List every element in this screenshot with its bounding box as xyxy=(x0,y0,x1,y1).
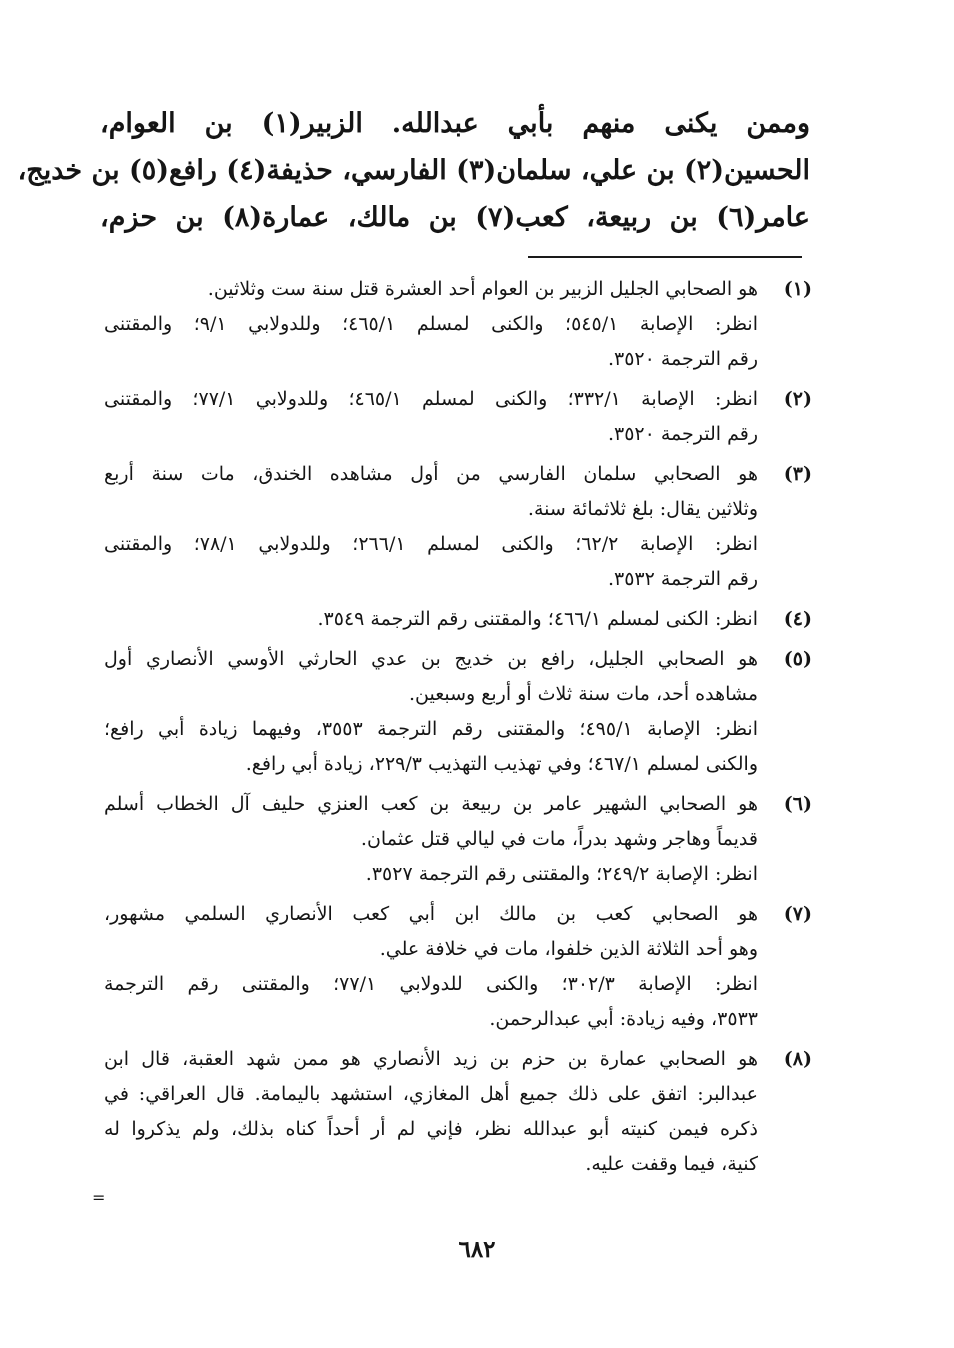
footnote-line: عبدالبر: اتفق على ذلك جميع أهل المغازي، استشهد باليمامة. قال العراقي: في xyxy=(104,1083,758,1105)
footnote-number: (٨) xyxy=(783,1048,812,1070)
footnote-number: (٦) xyxy=(783,793,812,815)
main-text-line: الحسين(٢) بن علي، سلمان(٣) الفارسي، حذيفة(٤) رافع(٥) بن خديج، xyxy=(17,155,810,186)
footnote-line: انظر: الإصابة ٣٠٢/٣؛ والكنى للدولابي ٧٧/١؛ والمقتنى رقم الترجمة xyxy=(104,973,758,995)
footnote-line: رقم الترجمة ٣٥٢٠. xyxy=(607,348,758,370)
footnote xyxy=(104,272,812,377)
footnote-line: انظر: الإصابة ٤٩٥/١؛ والمقتنى رقم الترجمة ٣٥٥٣، وفيهما زيادة أبي رافع؛ xyxy=(104,718,758,740)
main-text-line: وممن يكنى منهم بأبي عبدالله. الزبير(١) بن العوام، xyxy=(100,108,810,139)
footnote-line: هو الصحابي كعب بن مالك ابن أبي كعب الأنصاري السلمي مشهور، xyxy=(104,903,758,925)
footnote-separator xyxy=(528,256,802,258)
footnote xyxy=(104,897,812,1037)
page-number: ٦٨٢ xyxy=(458,1236,496,1263)
footnote-line: مشاهده أحد، مات سنة ثلاث أو أربع وسبعين. xyxy=(408,683,758,705)
footnote-line: هو الصحابي الشهير عامر بن ربيعة بن كعب العنزي حليف آل الخطاب أسلم xyxy=(104,793,758,815)
footnote-line: ذكره فيمن كنيته أبو عبدالله نظر، فإني لم أر أحداً كناه بذلك، ولم يذكروا له xyxy=(104,1118,758,1140)
footnote-line: وهو أحد الثلاثة الذين خلفوا، مات في خلافة علي. xyxy=(379,938,758,960)
footnote-line: انظر: الإصابة ٦٢/٢؛ والكنى لمسلم ٢٦٦/١؛ وللدولابي ٧٨/١؛ والمقتنى xyxy=(104,533,758,555)
footnote-number: (٣) xyxy=(783,463,812,485)
footnote-line: انظر: الإصابة ٢٤٩/٢؛ والمقتنى رقم الترجمة ٣٥٢٧. xyxy=(365,863,758,885)
footnote-line: ٣٥٣٣، وفيه زيادة: أبي عبدالرحمن. xyxy=(489,1008,758,1030)
footnote xyxy=(104,787,812,892)
footnote xyxy=(104,602,812,637)
main-text xyxy=(17,100,810,241)
footnote-line: انظر: الإصابة ٥٤٥/١؛ والكنى لمسلم ٤٦٥/١؛ وللدولابي ٩/١؛ والمقتنى xyxy=(104,313,758,335)
footnote-line: انظر: الكنى لمسلم ٤٦٦/١؛ والمقتنى رقم الترجمة ٣٥٤٩. xyxy=(317,608,758,630)
continuation-mark: = xyxy=(92,1188,106,1207)
footnote-number: (٤) xyxy=(783,608,812,630)
footnote xyxy=(104,457,812,597)
footnote-number: (٧) xyxy=(783,903,812,925)
footnote-line: وثلاثين يقال: بلغ ثلاثمائة سنة. xyxy=(527,498,758,520)
footnote-line: هو الصحابي عمارة بن حزم بن زيد الأنصاري هو ممن شهد العقبة، قال ابن xyxy=(104,1048,758,1070)
footnote-line: كنية، فيما وقفت عليه. xyxy=(585,1153,758,1175)
footnote-line: قديماً وهاجر وشهد بدراً، مات في ليالي قتل عثمان. xyxy=(360,828,758,850)
footnote xyxy=(104,382,812,452)
footnote-line: رقم الترجمة ٣٥٢٠. xyxy=(607,423,758,445)
footnote-line: رقم الترجمة ٣٥٣٢. xyxy=(607,568,758,590)
footnotes xyxy=(104,272,812,1187)
footnote xyxy=(104,642,812,782)
footnote-line: هو الصحابي سلمان الفارسي من أول مشاهده الخندق، مات سنة أربع xyxy=(104,463,758,485)
footnote-line: هو الصحابي الجليل الزبير بن العوام أحد العشرة قتل سنة ست وثلاثين. xyxy=(207,278,758,300)
footnote-number: (١) xyxy=(783,278,812,300)
main-text-line: عامر(٦) بن ربيعة، كعب(٧) بن مالك، عمارة(٨) بن حزم، xyxy=(100,202,810,233)
footnote-number: (٢) xyxy=(783,388,812,410)
footnote-line: والكنى لمسلم ٤٦٧/١؛ وفي تهذيب التهذيب ٢٢٩/٣، زيادة أبي رافع. xyxy=(245,753,758,775)
footnote-number: (٥) xyxy=(783,648,812,670)
footnote xyxy=(104,1042,812,1182)
footnote-line: انظر: الإصابة ٣٣٢/١؛ والكنى لمسلم ٤٦٥/١؛ وللدولابي ٧٧/١؛ والمقتنى xyxy=(104,388,758,410)
footnote-line: هو الصحابي الجليل، رافع بن خديج بن عدي الحارثي الأوسي الأنصاري أول xyxy=(104,648,758,670)
